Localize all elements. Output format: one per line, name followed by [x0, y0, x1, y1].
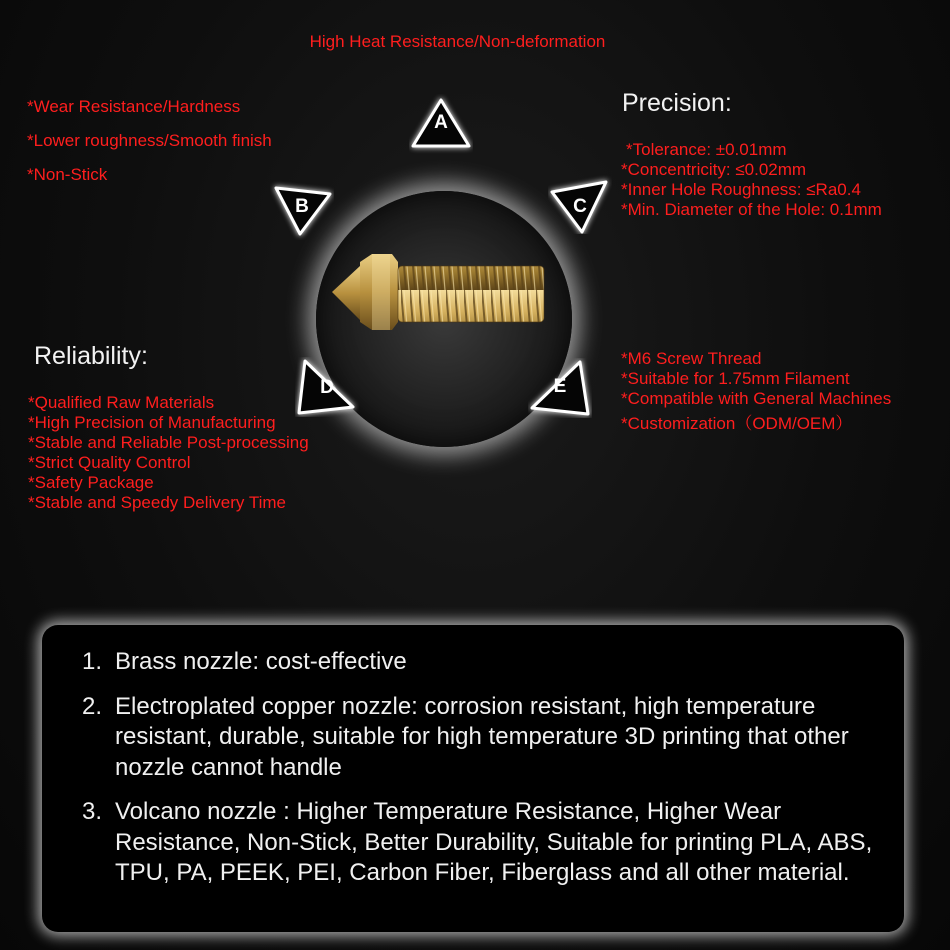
list-item: *Customization（ODM/OEM） — [621, 414, 853, 433]
brass-nozzle-image — [320, 230, 560, 350]
list-item: *High Precision of Manufacturing — [28, 413, 276, 432]
list-item: *Safety Package — [28, 473, 154, 492]
list-item: *Lower roughness/Smooth finish — [27, 131, 272, 150]
nozzle-types-list — [82, 647, 882, 903]
list-item — [82, 647, 882, 678]
marker-label: E — [553, 376, 567, 397]
marker-e-icon — [528, 358, 592, 418]
list-text: Electroplated copper nozzle: corrosion resistant, high temperature resistant, durable, suitable for high temperature 3D printing that other nozzle cannot handle — [115, 692, 849, 781]
marker-c-icon — [548, 174, 612, 234]
list-text: Brass nozzle: cost-effective — [115, 648, 407, 675]
feature-list-a — [27, 97, 272, 199]
marker-label: B — [295, 196, 309, 217]
list-item: *Min. Diameter of the Hole: 0.1mm — [621, 200, 882, 219]
list-item: *Compatible with General Machines — [621, 389, 892, 408]
reliability-list — [28, 393, 309, 513]
list-text: Volcano nozzle : Higher Temperature Resistance, Higher Wear Resistance, Non-Stick, Better Durability, Suitable for printing PLA, ABS, TPU, PA, PEEK, PEI, Carbon Fiber, Fiberglass and all other material. — [115, 798, 873, 886]
list-item: *Wear Resistance/Hardness — [27, 97, 241, 116]
marker-label: A — [434, 112, 448, 133]
list-item: *M6 Screw Thread — [621, 349, 762, 368]
list-item: *Tolerance: ±0.01mm — [626, 140, 787, 159]
reliability-title: Reliability: — [34, 342, 148, 370]
list-number: 1. — [82, 648, 103, 675]
marker-label: D — [320, 377, 334, 398]
list-item: *Inner Hole Roughness: ≤Ra0.4 — [621, 180, 861, 199]
list-item: *Stable and Reliable Post-processing — [28, 433, 309, 452]
list-item: *Strict Quality Control — [28, 453, 191, 472]
marker-d-icon — [295, 357, 359, 417]
list-item: *Concentricity: ≤0.02mm — [621, 160, 807, 179]
marker-a-icon — [409, 94, 473, 154]
list-item: *Stable and Speedy Delivery Time — [28, 493, 286, 512]
list-number: 2. — [82, 692, 103, 720]
list-item: *Non-Stick — [27, 165, 108, 184]
list-number: 3. — [82, 798, 103, 825]
list-item: *Qualified Raw Materials — [28, 393, 215, 412]
list-item — [82, 692, 882, 784]
precision-list — [621, 140, 882, 220]
list-item: *Suitable for 1.75mm Filament — [621, 369, 850, 388]
list-item — [82, 797, 882, 889]
nozzle-types-box — [42, 625, 904, 932]
headline: High Heat Resistance/Non-deformation — [309, 32, 606, 51]
marker-b-icon — [270, 180, 334, 240]
marker-label: C — [573, 196, 587, 217]
precision-title: Precision: — [622, 89, 732, 117]
compatibility-list — [621, 349, 891, 434]
